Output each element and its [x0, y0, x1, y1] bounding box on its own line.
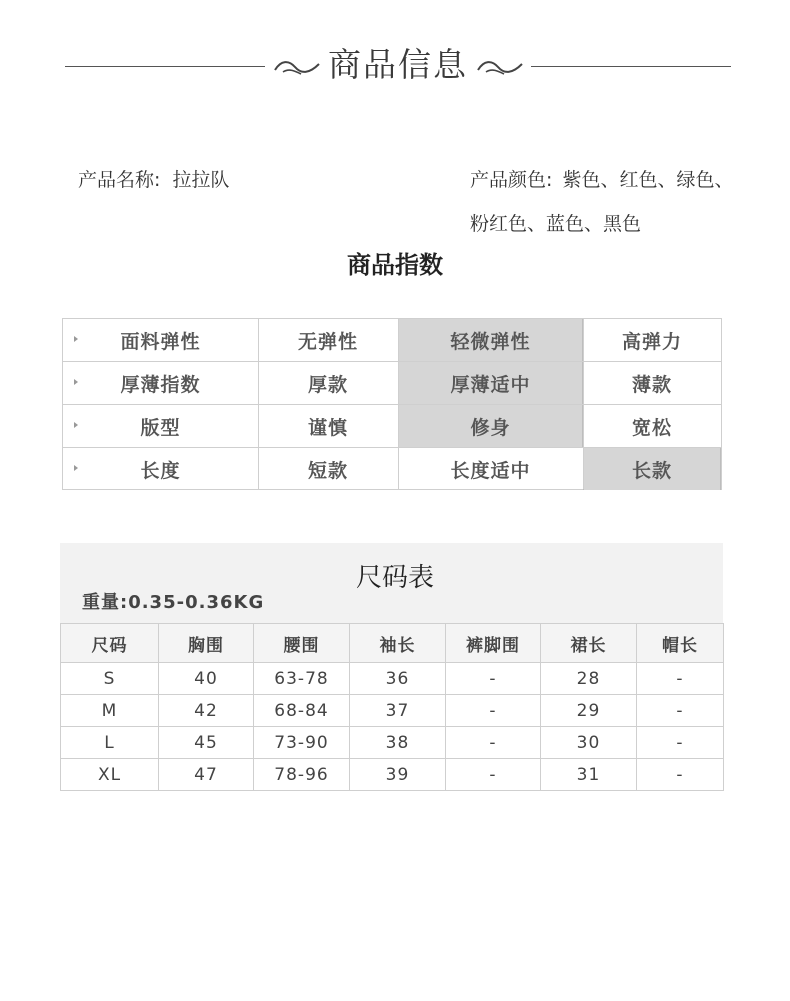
table-cell: -	[637, 663, 724, 695]
table-cell: S	[61, 663, 159, 695]
index-option-selected: 长款	[583, 448, 721, 490]
size-chart-table	[60, 623, 724, 791]
swirl-icon	[476, 56, 524, 78]
column-header: 腰围	[254, 624, 350, 663]
table-cell: 68-84	[254, 695, 350, 727]
table-cell: 42	[159, 695, 254, 727]
swirl-icon	[273, 56, 321, 78]
table-cell: 38	[350, 727, 446, 759]
table-cell: 31	[541, 759, 637, 791]
weight-label: 重量:0.35-0.36KG	[82, 592, 265, 613]
index-row	[63, 319, 721, 362]
product-name	[78, 167, 229, 193]
table-cell: -	[637, 759, 724, 791]
column-divider	[258, 319, 259, 489]
table-cell: -	[637, 727, 724, 759]
index-row-label: 厚薄指数	[120, 373, 201, 396]
index-option-selected: 厚薄适中	[398, 362, 583, 404]
table-cell: M	[61, 695, 159, 727]
column-header: 裙长	[541, 624, 637, 663]
column-header: 袖长	[350, 624, 446, 663]
table-cell: 36	[350, 663, 446, 695]
column-divider	[583, 319, 584, 489]
index-row-label: 面料弹性	[120, 330, 201, 353]
table-row	[61, 759, 724, 791]
index-option: 短款	[307, 459, 348, 482]
size-table-header-row	[61, 624, 724, 663]
column-divider	[398, 319, 399, 489]
index-row-label: 版型	[140, 416, 181, 439]
index-option: 长度适中	[450, 459, 531, 482]
index-option: 薄款	[631, 373, 672, 396]
index-row-label: 长度	[140, 459, 181, 482]
index-option-selected: 修身	[398, 405, 583, 447]
table-cell: 45	[159, 727, 254, 759]
table-cell: -	[446, 759, 541, 791]
product-index-table	[62, 318, 722, 490]
product-name-value: 拉拉队	[172, 169, 230, 191]
table-cell: 39	[350, 759, 446, 791]
table-cell: 37	[350, 695, 446, 727]
table-cell: -	[637, 695, 724, 727]
size-chart-title: 尺码表	[355, 563, 434, 593]
header-divider-left	[65, 66, 265, 67]
index-row	[63, 362, 721, 405]
column-header: 胸围	[159, 624, 254, 663]
page-title: 商品信息	[328, 45, 468, 84]
index-row	[63, 405, 721, 448]
table-cell: 78-96	[254, 759, 350, 791]
index-option: 无弹性	[297, 330, 358, 353]
table-cell: L	[61, 727, 159, 759]
index-option-selected: 轻微弹性	[398, 319, 583, 361]
table-cell: 28	[541, 663, 637, 695]
index-row	[63, 448, 721, 490]
column-header: 裤脚围	[446, 624, 541, 663]
index-option: 谨慎	[307, 416, 348, 439]
index-option: 高弹力	[621, 330, 682, 353]
table-cell: 30	[541, 727, 637, 759]
table-cell: 63-78	[254, 663, 350, 695]
column-header: 帽长	[637, 624, 724, 663]
table-row	[61, 695, 724, 727]
table-cell: -	[446, 695, 541, 727]
product-colors	[470, 167, 733, 193]
product-color-label: 产品颜色:	[470, 169, 553, 191]
index-section-title: 商品指数	[347, 251, 443, 279]
product-colors-line1: 紫色、红色、绿色、	[562, 169, 734, 191]
table-cell: 29	[541, 695, 637, 727]
table-row	[61, 727, 724, 759]
table-cell: 73-90	[254, 727, 350, 759]
table-cell: XL	[61, 759, 159, 791]
index-option: 宽松	[631, 416, 672, 439]
table-cell: 40	[159, 663, 254, 695]
table-cell: -	[446, 663, 541, 695]
table-cell: 47	[159, 759, 254, 791]
product-colors-line2: 粉红色、蓝色、黑色	[470, 213, 642, 235]
table-cell: -	[446, 727, 541, 759]
table-row	[61, 663, 724, 695]
product-name-label: 产品名称:	[78, 169, 161, 191]
column-header: 尺码	[61, 624, 159, 663]
index-option: 厚款	[307, 373, 348, 396]
header-divider-right	[531, 66, 731, 67]
